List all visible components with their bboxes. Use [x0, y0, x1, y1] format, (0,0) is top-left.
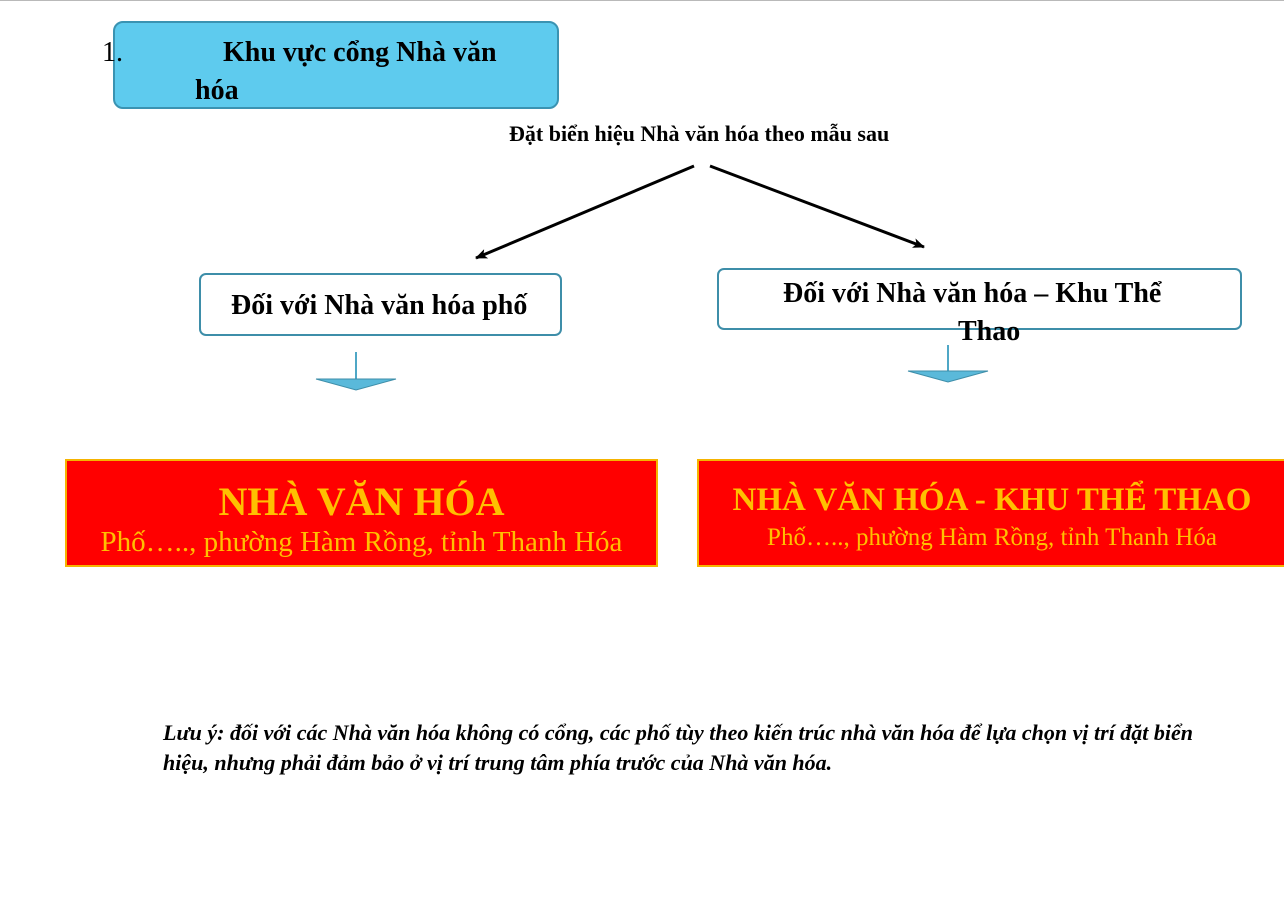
sign-address: Phố….., phường Hàm Rồng, tỉnh Thanh Hóa — [767, 524, 1217, 551]
branch-label-sports-area-continued: Thao — [958, 316, 1021, 347]
sign-address: Phố….., phường Hàm Rồng, tỉnh Thanh Hóa — [100, 526, 623, 558]
arrow-to-right-branch — [710, 166, 924, 247]
down-arrow-left — [316, 352, 396, 390]
section-title-continued: hóa — [195, 75, 239, 106]
note-prefix: Lưu ý — [163, 720, 218, 745]
down-arrow-right — [908, 345, 988, 382]
section-title: Khu vực cổng Nhà văn — [223, 37, 497, 68]
section-number: 1. — [102, 37, 123, 68]
sign-title: NHÀ VĂN HÓA — [218, 479, 505, 524]
branch-label-sports-area: Đối với Nhà văn hóa – Khu Thể — [783, 278, 1162, 309]
arrow-to-left-branch — [476, 166, 694, 258]
branch-label-street: Đối với Nhà văn hóa phố — [231, 290, 528, 321]
note-text: : đối với các Nhà văn hóa không có cổng, các phố tùy theo kiến trúc nhà văn hóa để lựa chọn vị trí đặt biển hiệu, nhưng phải đảm bảo ở vị trí trung tâm phía trước của Nhà văn hóa. — [163, 720, 1194, 775]
sign-cultural-house — [65, 459, 658, 567]
note-paragraph — [163, 718, 1233, 778]
sign-title: NHÀ VĂN HÓA - KHU THỂ THAO — [732, 482, 1252, 518]
sign-cultural-house-sports-area — [697, 459, 1284, 567]
instruction-text: Đặt biển hiệu Nhà văn hóa theo mẫu sau — [509, 121, 890, 146]
